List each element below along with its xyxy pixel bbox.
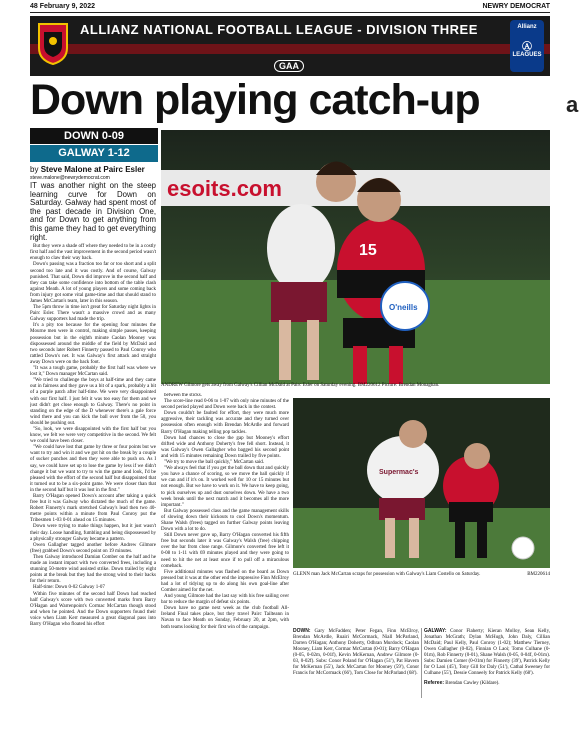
galway-lineup-label: GALWAY: xyxy=(424,628,447,634)
shirt-number: 15 xyxy=(359,242,377,259)
folio-paper-name: NEWRY DEMOCRAT xyxy=(482,3,550,10)
folio-rule xyxy=(30,12,550,13)
banner-title: ALLIANZ NATIONAL FOOTBALL LEAGUE - DIVISION THREE xyxy=(80,22,478,37)
byline-email: steve.malone@newrydemocrat.com xyxy=(30,175,110,181)
ball-brand-text: O'neills xyxy=(389,303,418,312)
article-paragraph: Down have no game next week as the club football All-Ireland Final takes place, but they travel Pairc Tailteann in Navan to face Meath on Sunday, February 20, at 2pm, with both teams looking for their first win of the campaign. xyxy=(161,606,289,630)
banner-stripe xyxy=(30,44,550,54)
allianz-logo-icon: Ⓐ xyxy=(522,42,532,53)
article-paragraph: "We always feel that if you get the ball down that and quickly you have a chance of scoring, so we move the ball quickly if we can and if it's on. It worked well for 10 or 15 minutes but not enough. But we have to work on it. We have to keep going, to pick ourselves up and dust ourselves down. We have a two week break until the next match and it becomes all the more important." xyxy=(161,466,289,508)
article-paragraph: Down had chances to close the gap but Mooney's effort drifted wide and Anthony Doherty's free fell short. Instead, it was Galway's Owen Gallagher who bagged his second point and with 15 minutes remaining Down trailed by five points. xyxy=(161,435,289,459)
byline xyxy=(30,165,160,181)
article-paragraph: Down couldn't be faulted for effort, they were much more aggressive, their tackling was accurate and they turned over possession often enough with Brendan McArdle and forward Barry O'Hagan making telling pop tackles. xyxy=(161,411,289,435)
down-lineup xyxy=(293,628,419,677)
score-away: GALWAY 1-12 xyxy=(30,145,158,162)
section-banner xyxy=(30,16,550,76)
page-headline: Down playing catch-up xyxy=(30,76,480,124)
referee-label: Referee: xyxy=(424,680,445,686)
article-paragraph: Barry O'Hagan opened Down's account after taking a quick free but it was Galway who dictated the much of the game. Robert Finnerty's mark stretched Galway's lead then two 40-metre points within a minute from Paul Conroy put the Tribesmen 1-03 0-01 ahead on 15 minutes. xyxy=(30,494,156,524)
article-paragraph: "We try to move the ball quickly," McCartan said. xyxy=(164,460,264,466)
main-photo-caption: ANDREW Gilmore gets away from Galway's Cillian McDaid at Pairc Esler on Saturday evening. BM220612 Picture: Brendan Monaghan. xyxy=(161,383,440,388)
article-paragraph: The score-line read 0-06 to 1-07 with only nine minutes of the second period played and Down were back in the contest. xyxy=(161,399,289,411)
gaa-logo: GAA xyxy=(274,60,304,72)
article-column-1 xyxy=(30,182,156,729)
article-paragraph: The 5pm throw in time isn't great for Saturday night lights in Pairc Esler. There wasn't a massive crowd and as many Galway supporters had made the trip. xyxy=(30,305,156,323)
article-paragraph: It's a pity too because for the opening four minutes the Mourne men were in control, making simple passes, keeping possession but in the eighth minute Caolan Mooney was dispossessed around the middle of the field by McDaid and two seconds later Robert Finnerty passed to Paul Conroy who rattled Down's net. It was Galway's first attack and straight away Down were on the back foot. xyxy=(30,323,156,365)
article-paragraph: Half-time: Down 0-02 Galway 1-07 xyxy=(33,585,105,591)
secondary-photo-ref: BM220614 xyxy=(527,572,550,577)
secondary-photo-illustration xyxy=(293,398,550,568)
page-folio xyxy=(0,0,580,14)
lineup-divider xyxy=(421,628,422,698)
county-crest-icon xyxy=(36,22,70,66)
article-paragraph: And young Gilmore had the last say with his free sailing over bar to reduce the margin of defeat six points. xyxy=(161,594,289,606)
article-paragraph: Down were trying to make things happen, but it just wasn't their day. Loose handling, fumbling and being dispossessed by a physically stronger Galway became a pattern. xyxy=(30,524,156,542)
article-paragraph: Five additional minutes was flashed on the board as Down pressed but it was at the other end the impressive Finn McElroy had a lot of tidying up to do along his own goal-line after Comber aimed for the net. xyxy=(161,569,289,593)
badge-top-text: Allianz xyxy=(517,24,537,30)
article-paragraph: "We could have lost that game by three or four points but we want to try and win it and we got hit on the break by a couple of sucker punches and then they were able to push on. As I say, we could have set up to lose the game by less if we didn't change it but we want to try to win the game and look, I'd be pleased with the effort of the second half but disappointed that it turned out to be a six-point game. We were closer than that in the second half but it was lost in the first." xyxy=(30,445,156,493)
pitch-board-text: esoits.com xyxy=(167,176,282,201)
article-column-2 xyxy=(161,393,289,713)
article-paragraph: "We tried to challenge the boys at half-time and they came out in fairness and they gave us a bit of a spark, probably a bit of a purple patch after half-time. We were very disappointed with our first half. I just felt it was too easy for them and we just didn't get close enough to Galway. There's no point in standing on the edge of the D whenever there's a gale force wind there and you can kick the ball over from the 50, you should be pushing out. xyxy=(30,378,156,426)
sponsor-shirt-text: Supermac's xyxy=(379,469,419,476)
article-paragraph: Still Down never gave up, Barry O'Hagan converted his fifth free but seconds later it was Galway's Walsh (free) chipping over the bar from close range. Gilmore's converted free left it 0-08 to 1-11 with 69 minutes played and they were going to need to hit the net at least once if to pull off a miraculous comeback. xyxy=(161,533,289,569)
byline-author: Steve Malone xyxy=(40,165,92,174)
article-paragraph: Down's passing was a fraction too far or too short and a split second too late and it was costly. And of course, Galway punished. That said, Down did improve in the second half and they can take some confidence into bottom of the table clash against Meath. A lot of young players and some coming back from injury got some vital game-time and that should stand to James McCartan's team, later in this season. xyxy=(30,262,156,304)
article-lead: IT was another night on the steep learning curve for Down on Saturday. Galway had spent most of the past decade in Division One, and for Down to get anything from this game they had to get everything right. xyxy=(30,182,156,242)
score-home: DOWN 0-09 xyxy=(30,128,158,144)
byline-location: at Pairc Esler xyxy=(94,165,145,174)
folio-date: 48 February 9, 2022 xyxy=(30,3,95,10)
down-lineup-label: DOWN: xyxy=(293,628,311,634)
article-paragraph: But they were a shade off where they needed to be in a costly first half and the vast improvement in the second period wasn't enough to claw their way back. xyxy=(30,244,156,262)
badge-bottom-text: LEAGUES xyxy=(512,52,542,58)
article-paragraph: Within five minutes of the second half Down had reached half Galway's score with two converted marks from Barry O'Hagan and Warrenpoint's Cormac McCartan though stood and when he pointed. And the Down supporters found their voice when Liam Kerr measured a great diagonal pass into Barry O'Hagan who floated his effort xyxy=(30,591,156,627)
byline-prefix: by xyxy=(30,165,39,174)
galway-lineup-text: Conor Flaherty; Kieran Molloy, Sean Kelly, Jonathan McGrath; Dylan McHugh, John Daly, Cillian McDaid; Paul Kelly, Paul Conroy (1-02); Matthew Tierney, Owen Gallagher (0-02), Finnian O Laoi; Tomo Culhane (0-01m), Rob Finnerty (0-01), Shane Walsh (0-05, 0-04f, 0-01m). Subs: Damien Comer (0-01m) for Finnerty (39'), Patrick Kelly for O Laoi (45'), Tony Gill for Daly (51'), Cathal Sweeney for Culhane (55'), Dessie Conneely for Patrick Kelly (68'). xyxy=(424,629,550,676)
secondary-match-photo xyxy=(293,398,550,568)
article-paragraph: "So, look, we were disappointed with the first half but you know, we felt we were very competitive in the second. We felt we could have been closer. xyxy=(30,426,156,445)
galway-lineup xyxy=(424,628,550,687)
secondary-photo-caption xyxy=(293,572,550,578)
article-paragraph: between the sticks. xyxy=(164,393,202,398)
article-paragraph: But Galway possessed class and the game management skills of slowing down their kickouts to cool Down's momentum. Shane Walsh (frees) tagged on further Galway points leaving Down with a lot to do. xyxy=(161,508,289,533)
main-match-photo xyxy=(161,130,550,384)
secondary-caption-text: GLENN man Jack McCartan scraps for possession with Galway's Liam Costello on Saturday. xyxy=(293,572,481,577)
article-paragraph: Owen Gallagher tagged another before Andrew Gilmore (free) grabbed Down's second point on 19 minutes. xyxy=(30,542,156,554)
allianz-leagues-badge xyxy=(510,20,544,72)
article-paragraph: "It was a tough game, probably the first half was where we lost it," Down manager McCartan said. xyxy=(30,366,156,378)
down-lineup-text: Gary McFadden; Peter Fegan, Finn McElroy, Brendan McArdle, Ruairi McCormack, Niall McParland, Darren O'Hagan; Anthony Doherty, Odhran Murdock; Caolan Mooney, Liam Kerr, Cormac McCartan (0-01); Barry O'Hagan (0-05, 0-02m, 0-01f), Kevin McKernan, Andrew Gilmore (0-03, 0-02f). Subs: Conor Poland for O'Hagan (51'), Pat Havern for McKernan (55'), Jack McCartan for Mooney (59'), Conor Francis for McCormack (66'), Tom Close for McParland (68'). xyxy=(293,629,420,676)
referee-name: Brendan Cawley (Kildare). xyxy=(445,681,500,686)
adjacent-headline-fragment: a xyxy=(566,92,579,117)
article-paragraph: Then Galway introduced Damian Comber on the half and he made an instant impact with two converted frees, including a stunning 50-metre wind assisted strike. Down trailed by eight points at the break but they had the strong wind to their backs for their return. xyxy=(30,554,156,585)
match-photo-illustration xyxy=(161,130,550,384)
referee-line xyxy=(424,680,550,687)
